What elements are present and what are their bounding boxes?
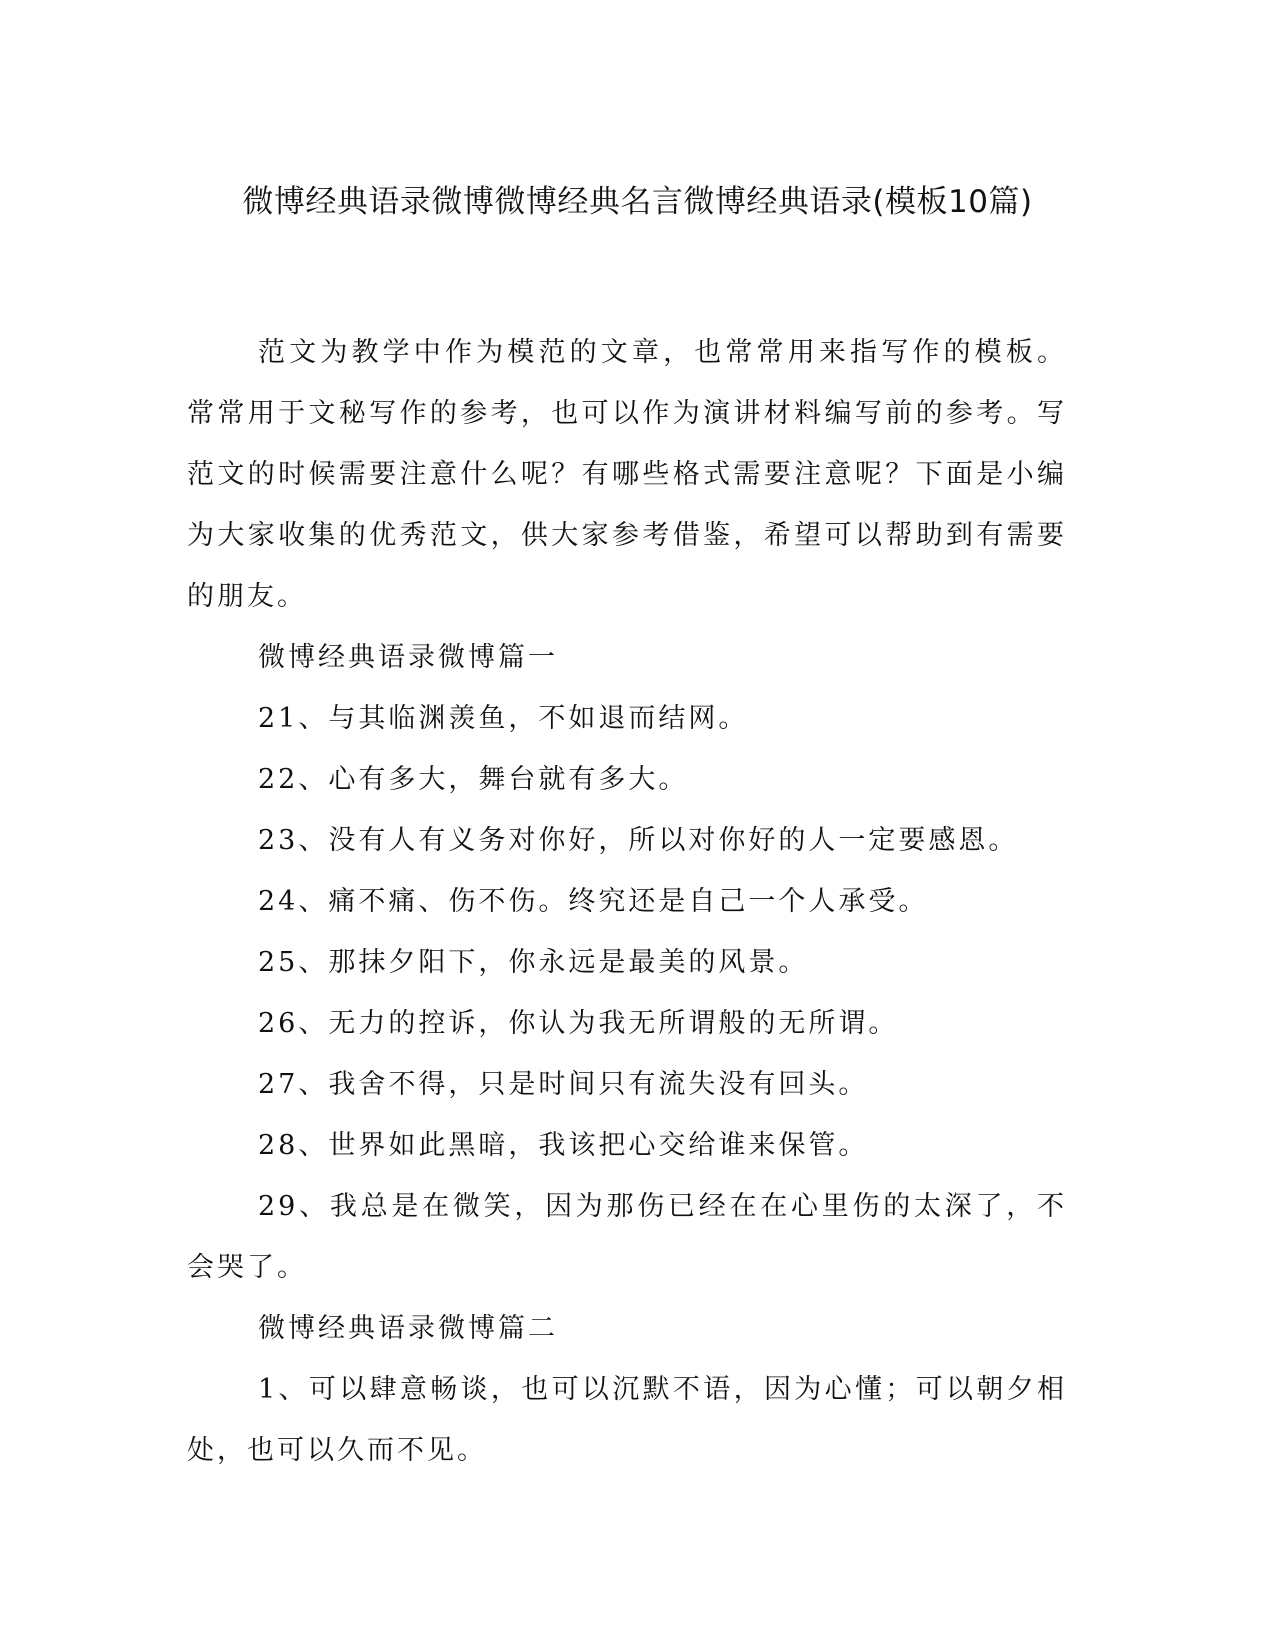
document-body bbox=[187, 322, 1067, 1481]
quote-item: 25、那抹夕阳下，你永远是最美的风景。 bbox=[258, 947, 809, 978]
document-title: 微博经典语录微博微博经典名言微博经典语录(模板10篇) bbox=[242, 184, 1033, 220]
section-heading-1: 微博经典语录微博篇一 bbox=[258, 642, 558, 673]
quote-item: 24、痛不痛、伤不伤。终究还是自己一个人承受。 bbox=[258, 886, 929, 917]
intro-paragraph: 范文为教学中作为模范的文章，也常常用来指写作的模板。常常用于文秘写作的参考，也可以作为演讲材料编写前的参考。写范文的时候需要注意什么呢？有哪些格式需要注意呢？下面是小编为大家收集的优秀范文，供大家参考借鉴，希望可以帮助到有需要的朋友。 bbox=[187, 337, 1067, 612]
quote-item: 1、可以肆意畅谈，也可以沉默不语，因为心懂；可以朝夕相处，也可以久而不见。 bbox=[187, 1374, 1067, 1466]
quote-item: 27、我舍不得，只是时间只有流失没有回头。 bbox=[258, 1069, 869, 1100]
quote-item: 29、我总是在微笑，因为那伤已经在在心里伤的太深了，不会哭了。 bbox=[187, 1191, 1067, 1283]
quote-item: 26、无力的控诉，你认为我无所谓般的无所谓。 bbox=[258, 1008, 899, 1039]
quote-item: 28、世界如此黑暗，我该把心交给谁来保管。 bbox=[258, 1130, 869, 1161]
quote-item: 22、心有多大，舞台就有多大。 bbox=[258, 764, 689, 795]
section-heading-2: 微博经典语录微博篇二 bbox=[258, 1313, 558, 1344]
quote-item: 23、没有人有义务对你好，所以对你好的人一定要感恩。 bbox=[258, 825, 1019, 856]
quote-item: 21、与其临渊羡鱼，不如退而结网。 bbox=[258, 703, 749, 734]
